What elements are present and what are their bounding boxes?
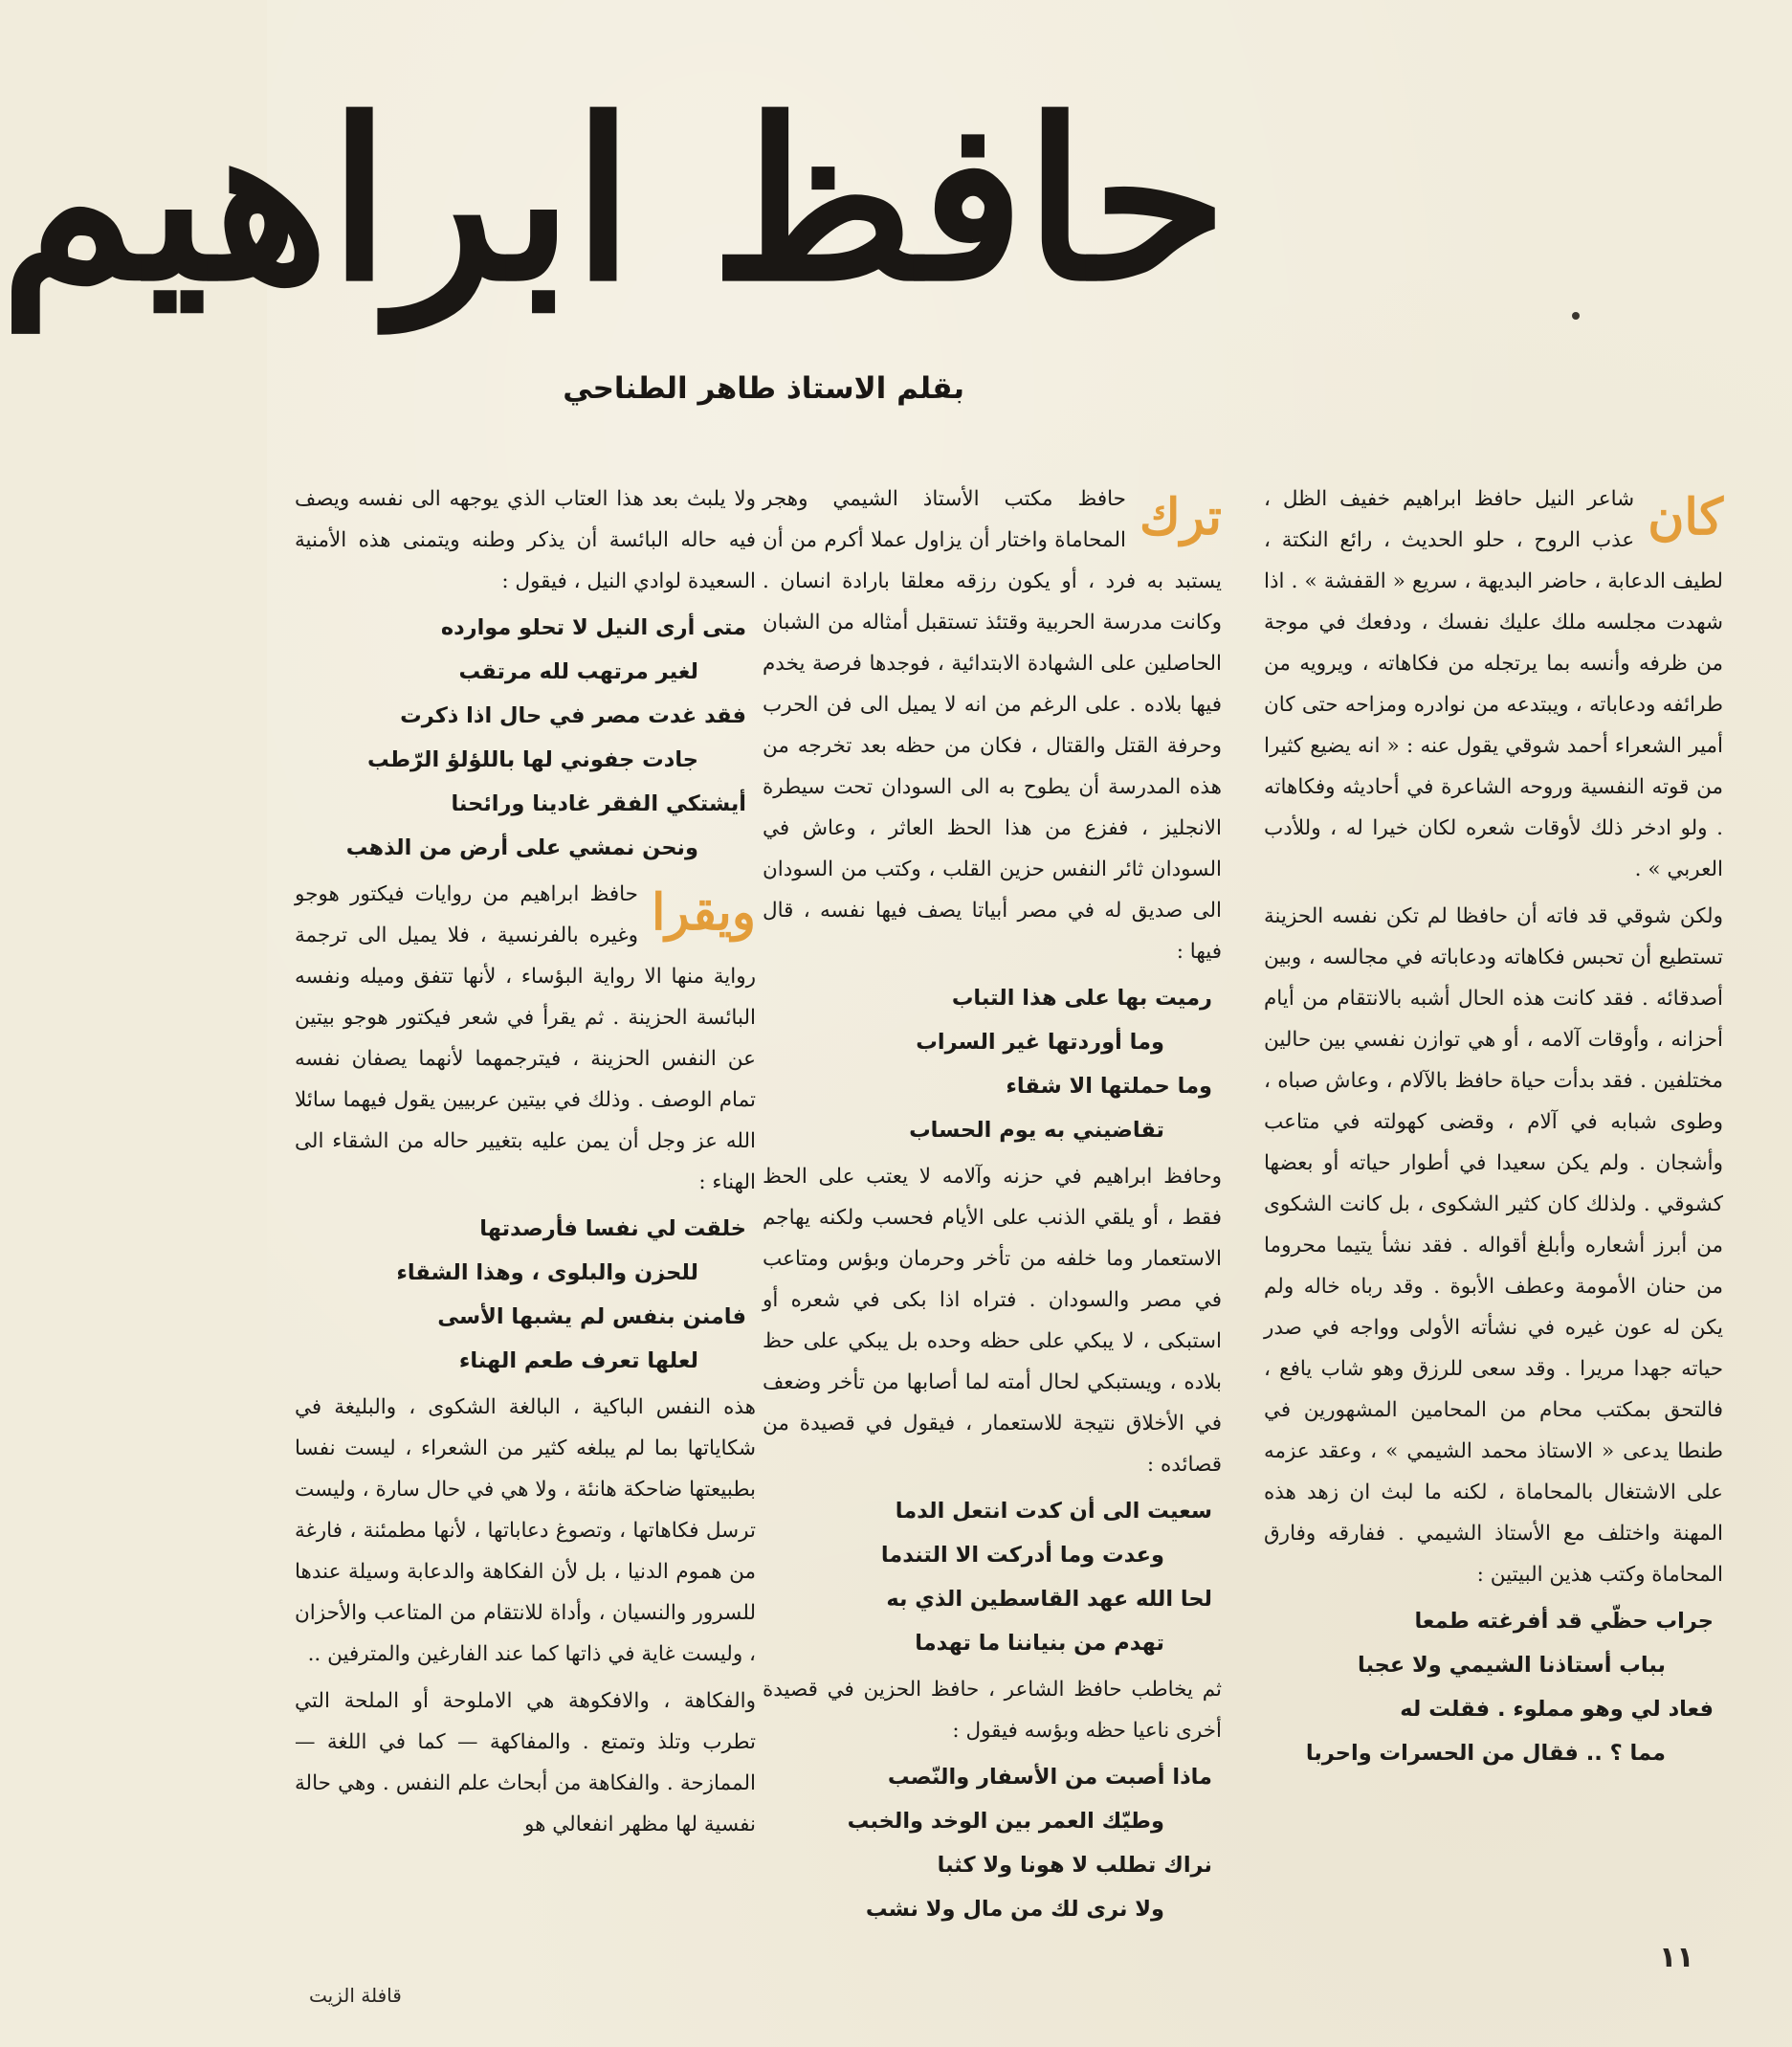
decorative-dot	[1572, 312, 1580, 320]
paragraph-text: شاعر النيل حافظ ابراهيم خفيف الظل ، عذب الروح ، حلو الحديث ، رائع النكتة ، لطيف الدعابة ، حاضر البديهة ، سريع « القفشة » . اذا شهدت مجلسه ملك عليك نفسك ، ودفعك في موجة من ظرفه وأنسه بما يرتجله من فكاهاته ، ويرويه من طرائفه ودعاباته ، ويبتدعه من نوادره ومزاحه حتى كان أمير الشعراء أحمد شوقي يقول عنه : « انه يضيع كثيرا من قوته النفسية وروحه الشاعرة في أحاديثه وفكاهاته . ولو ادخر ذلك لأوقات شعره لكان خيرا له ، وللأدب العربي » .	[1264, 487, 1723, 881]
verse-line: لغير مرتهب لله مرتقب	[458, 659, 698, 684]
verse-line: تهدم من بنياننا ما تهدما	[915, 1631, 1164, 1656]
verse-line: أيشتكي الفقر غادينا ورائحنا	[451, 791, 746, 816]
column-left	[295, 478, 756, 1924]
verse-line: لحا الله عهد القاسطين الذي به	[886, 1587, 1212, 1612]
verse-line: ونحن نمشي على أرض من الذهب	[345, 835, 698, 860]
verse-line: جادت جفوني لها باللؤلؤ الرّطب	[367, 747, 698, 772]
verse-line: مما ؟ .. فقال من الحسرات واحربا	[1305, 1741, 1666, 1766]
page-number: ١١	[1659, 1941, 1694, 1974]
paragraph-text: حافظ ابراهيم من روايات فيكتور هوجو وغيره بالفرنسية ، فلا يميل الى ترجمة رواية منها الا رواية البؤساء ، لأنها تتفق وميله ونفسه البائسة الحزينة . ثم يقرأ في شعر فيكتور هوجو بيتين عن النفس الحزينة ، فيترجمهما لأنهما يصفان نفسه تمام الوصف . وذلك في بيتين عربيين يقول فيهما سائلا الله عز وجل أن يمن عليه بتغيير حاله من الشقاء الى الهناء :	[295, 882, 756, 1194]
verse-line: وعدت وما أدركت الا التندما	[880, 1543, 1164, 1568]
paragraph-text: حافظ مكتب الأستاذ الشيمي وهجر المحاماة واختار أن يزاول عملا أكرم من أن يستبد به فرد ، أو يكون رزقه معلقا بارادة انسان . وكانت مدرسة الحربية وقتئذ تستقبل أمثاله من الشبان الحاصلين على الشهادة الابتدائية ، فوجدها فرصة يخدم فيها بلاده . على الرغم من انه لا يميل الى فن الحرب وحرفة القتل والقتال ، فكان من حظه بعد تخرجه من هذه المدرسة أن يطوح به الى السودان تحت سيطرة الانجليز ، ففزع من هذا الحظ العاثر ، وعاش في السودان ثائر النفس حزين القلب ، وكتب من السودان الى صديق له في مصر أبياتا يصف فيها نفسه ، قال فيها :	[763, 487, 1222, 964]
verse-line: فامنن بنفس لم يشبها الأسى	[437, 1304, 746, 1329]
paragraph: ولا يلبث بعد هذا العتاب الذي يوجهه الى نفسه ويصف فيه حاله البائسة أن يذكر وطنه ويتمنى هذه الأمنية السعيدة لوادي النيل ، فيقول :	[295, 487, 756, 593]
verse-line: بباب أستاذنا الشيمي ولا عجبا	[1358, 1653, 1666, 1678]
verse-line: وما أوردتها غير السراب	[916, 1030, 1164, 1055]
paragraph	[295, 874, 756, 1203]
poem-verse	[763, 1489, 1222, 1665]
verse-line: ولا نرى لك من مال ولا نشب	[865, 1897, 1164, 1922]
article-title: حافظ ابراهيم	[0, 72, 1228, 330]
poem-verse	[295, 1207, 756, 1383]
paragraph: والفكاهة ، والافكوهة هي الاملوحة أو الملحة التي تطرب وتلذ وتمتع . والمفاكهة — كما في اللغة — الممازحة . والفكاهة من أبحاث علم النفس . وهي حالة نفسية لها مظهر انفعالي هو	[295, 1689, 756, 1836]
verse-line: جراب حظّي قد أفرغته طمعا	[1414, 1609, 1714, 1634]
verse-line: سعيت الى أن كدت انتعل الدما	[895, 1499, 1212, 1524]
poem-verse	[1264, 1599, 1723, 1775]
verse-line: فقد غدت مصر في حال اذا ذكرت	[400, 703, 746, 728]
paragraph: وحافظ ابراهيم في حزنه وآلامه لا يعتب على الحظ فقط ، أو يلقي الذنب على الأيام فحسب ولكنه يهاجم الاستعمار وما خلفه من تأخر وحرمان وبؤس ومتاعب في مصر والسودان . فتراه اذا بكى في شعره أو استبكى ، لا يبكي على حظه وحده بل يبكي على حظ بلاده ، ويستبكي لحال أمته لما أصابها من تأخر وضعف في الأخلاق نتيجة للاستعمار ، فيقول في قصيدة من قصائده :	[763, 1165, 1222, 1477]
verse-line: رميت بها على هذا التباب	[951, 986, 1212, 1011]
verse-line: فعاد لي وهو مملوء . فقلت له	[1400, 1697, 1714, 1722]
paragraph: ولكن شوقي قد فاته أن حافظا لم تكن نفسه الحزينة تستطيع أن تحبس فكاهاته ودعاباته في مجالسه ، وبين أصدقائه . فقد كانت هذه الحال أشبه بالانتقام من أيام أحزانه ، وأوقات آلامه ، أو هي توازن نفسي بين حالين مختلفين . فقد بدأت حياة حافظ بالآلام ، وعاش صباه ، وطوى شبابه في آلام ، وقضى كهولته في متاعب وأشجان . ولم يكن سعيدا في أطوار حياته أو بعضها كشوقي . ولذلك كان كثير الشكوى ، بل كانت الشكوى من أبرز أشعاره وأبلغ أقواله . فقد نشأ يتيما محروما من حنان الأمومة وعطف الأبوة . وقد رباه خاله ولم يكن له عون غيره في نشأته الأولى وواجه في صدر حياته جهدا مريرا . وقد سعى للرزق وهو شاب يافع ، فالتحق بمكتب محام من المحامين المشهورين في طنطا يدعى « الاستاذ محمد الشيمي » ، وعقد عزمه على الاشتغال بالمحاماة ، لكنه ما لبث ان زهد هذه المهنة واختلف مع الأستاذ الشيمي . ففارقه وفارق المحاماة وكتب هذين البيتين :	[1264, 904, 1723, 1587]
paragraph	[763, 478, 1222, 972]
verse-line: وما حملتها الا شقاء	[1006, 1074, 1212, 1099]
verse-line: وطيّك العمر بين الوخد والخبب	[847, 1809, 1164, 1834]
drop-cap: ويقرا	[651, 883, 756, 942]
paragraph: هذه النفس الباكية ، البالغة الشكوى ، والبليغة في شكاياتها بما لم يبلغه كثير من الشعراء ، ليست نفسا بطبيعتها ضاحكة هانئة ، ولا هي في حال سارة ، وليست ترسل فكاهاتها ، وتصوغ دعاباتها ، لأنها مطمئنة ، فارغة من هموم الدنيا ، بل لأن الفكاهة والدعابة وسيلة عندها للسرور والنسيان ، وأداة للانتقام من المتاعب والأحزان ، وليست غاية في ذاتها كما عند الفارغين والمترفين ..	[295, 1395, 756, 1666]
verse-line: متى أرى النيل لا تحلو موارده	[440, 615, 746, 640]
paragraph: ثم يخاطب حافظ الشاعر ، حافظ الحزين في قصيدة أخرى ناعيا حظه وبؤسه فيقول :	[763, 1678, 1222, 1743]
verse-line: لعلها تعرف طعم الهناء	[458, 1348, 698, 1373]
publication-name: قافلة الزيت	[309, 1984, 402, 2007]
poem-verse	[763, 1755, 1222, 1931]
paragraph	[1264, 478, 1723, 890]
verse-line: خلقت لي نفسا فأرصدتها	[479, 1216, 746, 1241]
poem-verse	[295, 606, 756, 870]
column-middle	[763, 478, 1222, 1924]
verse-line: للحزن والبلوى ، وهذا الشقاء	[396, 1260, 698, 1285]
verse-line: نراك تطلب لا هونا ولا كثبا	[937, 1853, 1212, 1878]
drop-cap: ترك	[1139, 488, 1222, 546]
verse-line: ماذا أصبت من الأسفار والنّصب	[887, 1765, 1212, 1790]
verse-line: تقاضيني به يوم الحساب	[909, 1118, 1164, 1143]
byline: بقلم الاستاذ طاهر الطناحي	[563, 371, 964, 406]
drop-cap: كان	[1648, 488, 1723, 546]
poem-verse	[763, 976, 1222, 1152]
column-right	[1264, 478, 1723, 1924]
